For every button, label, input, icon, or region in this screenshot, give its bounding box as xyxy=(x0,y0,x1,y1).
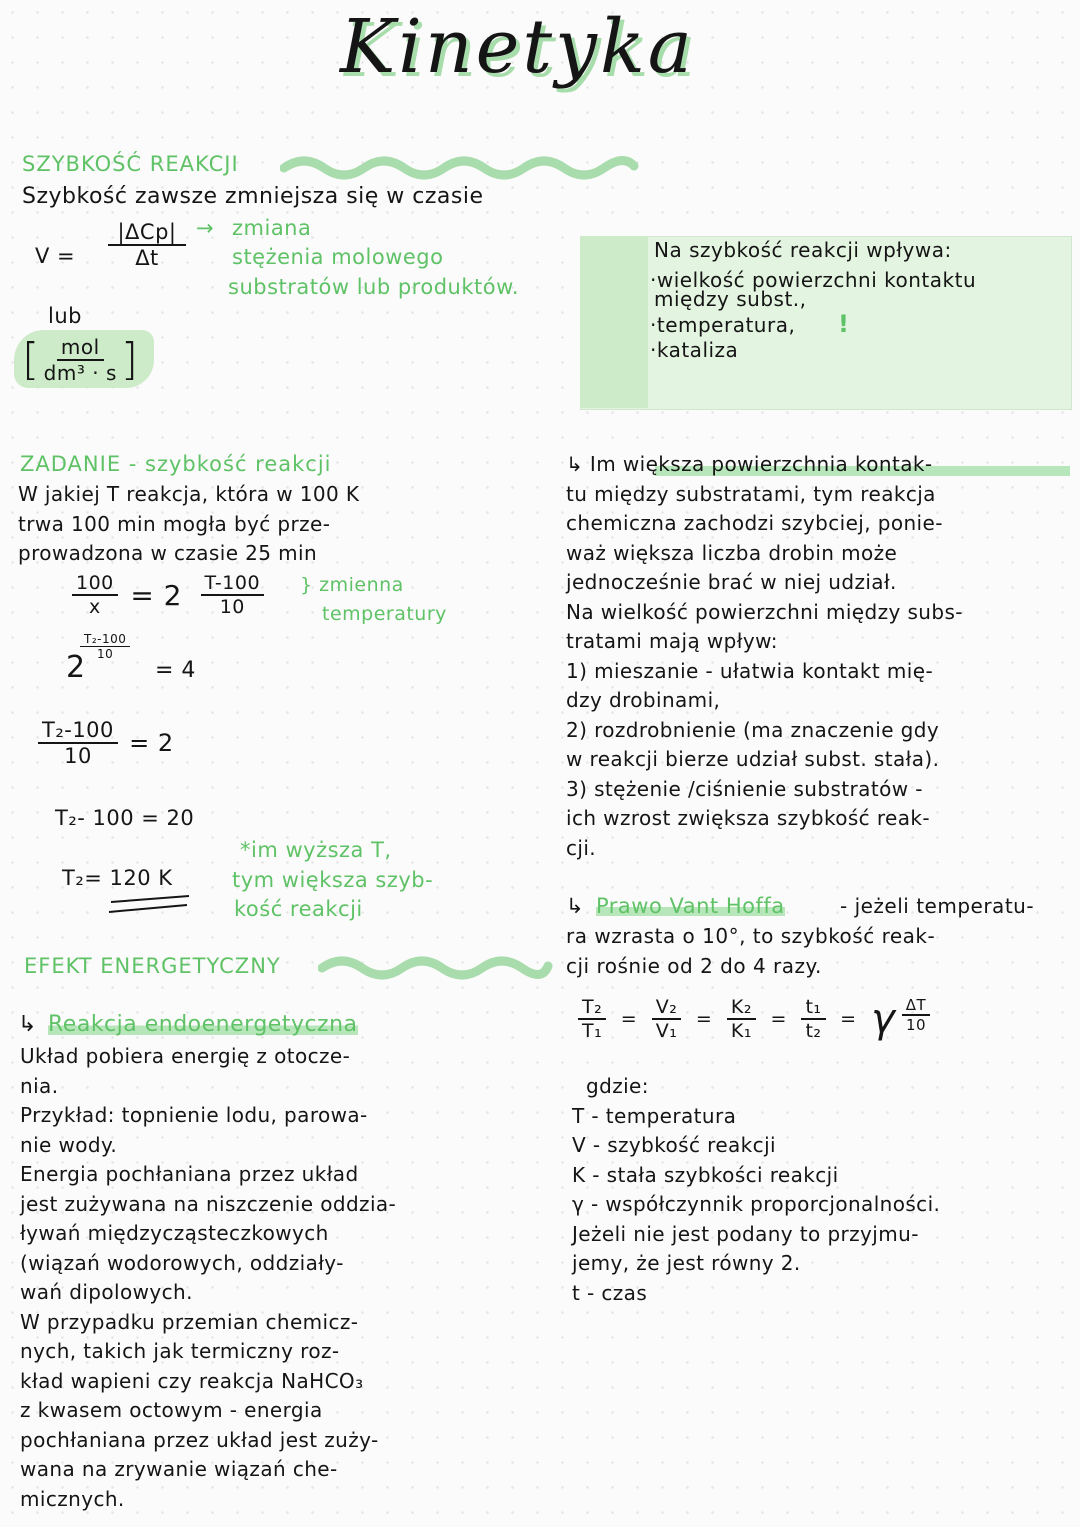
legend-line: V - szybkość reakcji xyxy=(572,1133,776,1157)
vant-hoff-line-2: ra wzrasta o 10°, to szybkość reak- xyxy=(566,924,936,948)
factors-item-4: ·kataliza xyxy=(650,338,739,362)
legend-line: gdzie: xyxy=(586,1074,649,1098)
eq3-den: 10 xyxy=(64,744,92,768)
energy-line: nie wody. xyxy=(20,1132,118,1157)
surface-line: waż większa liczba drobin może xyxy=(566,540,898,565)
eq2-rhs: = 4 xyxy=(155,658,196,683)
task-note-3: kość reakcji xyxy=(234,897,363,921)
eq1 xyxy=(72,572,264,618)
task-text xyxy=(18,480,359,569)
surface-line: ich wzrost zwiększa szybkość reak- xyxy=(566,806,930,830)
exp-den: 10 xyxy=(905,1016,927,1034)
endo-arrow: ↳ xyxy=(18,1012,37,1037)
eq1-left-num: 100 xyxy=(72,572,118,596)
energy-line: nia. xyxy=(20,1073,59,1098)
lub-label: lub xyxy=(48,304,82,328)
energy-line: wań dipolowych. xyxy=(20,1280,193,1304)
factors-item-2: między subst., xyxy=(654,287,807,311)
legend-line: jemy, że jest równy 2. xyxy=(572,1251,801,1275)
task-note-1: *im wyższa T, xyxy=(240,838,392,862)
eq2-exp-num: T₂-100 xyxy=(80,632,130,647)
factors-title: Na szybkość reakcji wpływa: xyxy=(654,238,952,262)
vant-hoff-legend xyxy=(572,1072,940,1308)
energy-heading: EFEKT ENERGETYCZNY xyxy=(24,954,281,978)
surface-line: tu między substratami, tym reakcja xyxy=(566,481,936,506)
energy-line: Energia pochłaniana przez układ xyxy=(20,1162,359,1186)
eq1-exp-num: T-100 xyxy=(201,572,264,596)
legend-line: t - czas xyxy=(572,1280,648,1305)
vant-hoff-heading: Prawo Vant Hoffa xyxy=(596,894,785,918)
legend-line: γ - współczynnik proporcjonalności. xyxy=(572,1192,941,1216)
eq1-left-den: x xyxy=(89,596,101,618)
energy-line: wana na zrywanie wiązań che- xyxy=(20,1457,338,1481)
surface-line: cji. xyxy=(566,835,597,860)
surface-line: w reakcji bierze udział subst. stała). xyxy=(566,747,940,771)
factors-mark: ! xyxy=(838,310,850,338)
eq1-note-1: } zmienna xyxy=(300,574,404,596)
f3-den: K₁ xyxy=(730,1020,752,1042)
vant-hoff-line-1: - jeżeli temperatu- xyxy=(840,894,1035,918)
task-heading: ZADANIE - szybkość reakcji xyxy=(20,452,332,476)
eq2-exp-den: 10 xyxy=(97,647,114,661)
task-note-2: tym większa szyb- xyxy=(232,868,434,892)
factors-box-strip xyxy=(580,236,648,408)
surface-line: jednocześnie brać w niej udział. xyxy=(566,570,897,594)
legend-line: Jeżeli nie jest podany to przyjmu- xyxy=(572,1221,919,1246)
eq1-mid: = 2 xyxy=(130,578,182,612)
energy-text xyxy=(20,1042,396,1514)
eq2-exp xyxy=(80,632,130,661)
energy-line: z kwasem octowym - energia xyxy=(20,1398,323,1422)
factors-item-3: ·temperatura, xyxy=(650,313,796,337)
surface-line: 2) rozdrobnienie (ma znaczenie gdy xyxy=(566,717,940,742)
vant-hoff-formula xyxy=(578,996,930,1042)
heading-squiggle xyxy=(280,152,640,182)
factors-item-1: ·wielkość powierzchni kontaktu xyxy=(650,268,977,292)
eq-sign: = xyxy=(620,1008,638,1030)
f3-num: K₂ xyxy=(727,996,756,1020)
energy-line: kład wapieni czy reakcja NaHCO₃ xyxy=(20,1368,364,1393)
surface-text xyxy=(566,450,963,863)
eq3 xyxy=(38,718,174,768)
f1-den: T₁ xyxy=(582,1020,603,1042)
f2-num: V₂ xyxy=(652,996,682,1020)
rate-formula xyxy=(108,220,186,270)
surface-line: chemiczna zachodzi szybciej, ponie- xyxy=(566,511,943,535)
eq3-rhs: = 2 xyxy=(129,729,174,757)
surface-line: tratami mają wpływ: xyxy=(566,629,778,653)
surface-line: 3) stężenie /ciśnienie substratów - xyxy=(566,776,923,801)
formula-denominator: Δt xyxy=(135,246,159,270)
vant-hoff-arrow: ↳ xyxy=(566,894,585,918)
exp-num: ΔT xyxy=(902,996,930,1016)
energy-line: Przykład: topnienie lodu, parowa- xyxy=(20,1103,368,1127)
rate-heading: SZYBKOŚĆ REAKCJI xyxy=(22,152,239,176)
f1-num: T₂ xyxy=(578,996,606,1020)
energy-line: pochłaniana przez układ jest zuży- xyxy=(20,1427,379,1452)
task-line: prowadzona w czasie 25 min xyxy=(18,541,318,565)
eq3-num: T₂-100 xyxy=(38,718,118,744)
eq5: T₂= 120 K xyxy=(62,866,173,890)
surface-line: ↳ Im większa powierzchnia kontak- xyxy=(566,452,933,476)
answer-underline xyxy=(105,892,195,918)
eq2-base: 2 xyxy=(66,650,86,685)
page-title: Kinetyka xyxy=(340,4,695,90)
energy-squiggle xyxy=(318,952,553,982)
eq1-exp-den: 10 xyxy=(219,596,245,618)
energy-line: jest zużywana na niszczenie oddzia- xyxy=(20,1191,397,1216)
energy-line: nych, takich jak termiczny roz- xyxy=(20,1339,340,1363)
legend-line: K - stała szybkości reakcji xyxy=(572,1162,839,1187)
eq-sign: = xyxy=(695,1008,713,1030)
task-line: W jakiej T reakcja, która w 100 K xyxy=(18,482,360,506)
surface-line: 1) mieszanie - ułatwia kontakt mię- xyxy=(566,658,934,683)
formula-arrow: → xyxy=(196,216,215,240)
surface-line: Na wielkość powierzchni między subs- xyxy=(566,599,963,624)
legend-line: T - temperatura xyxy=(572,1103,737,1128)
note-line-3: substratów lub produktów. xyxy=(228,275,519,299)
gamma-symbol: γ xyxy=(871,996,896,1042)
f2-den: V₁ xyxy=(655,1020,678,1042)
endo-heading: Reakcja endoenergetyczna xyxy=(48,1012,358,1037)
f4-den: t₂ xyxy=(805,1020,822,1042)
unit-numerator: mol xyxy=(57,335,104,361)
energy-line: Układ pobiera energię z otocze- xyxy=(20,1044,351,1068)
note-line-2: stężenia molowego xyxy=(232,245,444,269)
energy-line: (wiązań wodorowych, oddziały- xyxy=(20,1250,344,1275)
energy-line: micznych. xyxy=(20,1486,125,1511)
eq1-note-2: temperatury xyxy=(322,603,447,625)
vant-hoff-line-3: cji rośnie od 2 do 4 razy. xyxy=(566,954,822,978)
energy-line: ływań międzycząsteczkowych xyxy=(20,1221,329,1245)
formula-numerator: |ΔCp| xyxy=(108,220,186,246)
rate-statement: Szybkość zawsze zmniejsza się w czasie xyxy=(22,184,484,209)
note-line-1: zmiana xyxy=(232,216,312,240)
v-label: V = xyxy=(35,244,76,268)
unit-denominator: dm³ · s xyxy=(43,360,117,385)
unit-bracket: [ $\frac{\text{mol}}{\text{dm³ · s}}$ ] xyxy=(22,334,139,385)
eq-sign: = xyxy=(840,1008,857,1030)
eq4: T₂- 100 = 20 xyxy=(55,806,195,830)
eq-sign: = xyxy=(770,1008,787,1030)
surface-line: dzy drobinami, xyxy=(566,688,721,712)
f4-num: t₁ xyxy=(801,996,825,1020)
task-line: trwa 100 min mogła być prze- xyxy=(18,511,331,536)
energy-line: W przypadku przemian chemicz- xyxy=(20,1309,359,1334)
